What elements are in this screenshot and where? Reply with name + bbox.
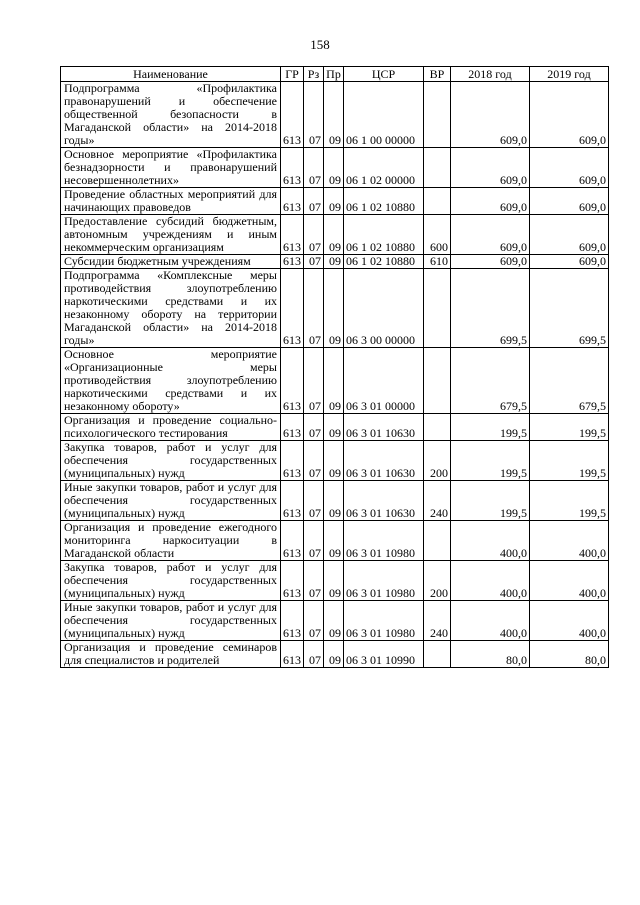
- table-row: [61, 188, 609, 215]
- cell-name: Организация и проведение семинаров для специалистов и родителей: [61, 641, 281, 668]
- table-header-row: [61, 67, 609, 82]
- cell-2019: 609,0: [530, 188, 609, 215]
- cell-name: Подпрограмма «Профилактика правонарушений и обеспечение общественной безопасности в Магаданской области» на 2014-2018 годы»: [61, 82, 281, 148]
- cell-csr: 06 3 00 00000: [344, 269, 424, 348]
- cell-csr: 06 3 01 10630: [344, 441, 424, 481]
- cell-name: Организация и проведение социально-психологического тестирования: [61, 414, 281, 441]
- cell-pr: 09: [324, 215, 344, 255]
- cell-2018: 400,0: [451, 521, 530, 561]
- table-row: [61, 148, 609, 188]
- cell-name: Основное мероприятие «Профилактика безнадзорности и правонарушений несовершеннолетних»: [61, 148, 281, 188]
- cell-rz: 07: [304, 561, 324, 601]
- table-row: [61, 521, 609, 561]
- cell-rz: 07: [304, 641, 324, 668]
- cell-vr: [424, 269, 451, 348]
- cell-pr: 09: [324, 601, 344, 641]
- column-header-2018: 2018 год: [451, 67, 530, 82]
- cell-2019: 199,5: [530, 481, 609, 521]
- cell-pr: 09: [324, 561, 344, 601]
- column-header-gr: ГР: [281, 67, 304, 82]
- cell-gr: 613: [281, 414, 304, 441]
- cell-gr: 613: [281, 641, 304, 668]
- cell-csr: 06 1 02 10880: [344, 188, 424, 215]
- cell-gr: 613: [281, 348, 304, 414]
- budget-table: [60, 66, 609, 668]
- column-header-csr: ЦСР: [344, 67, 424, 82]
- cell-2019: 609,0: [530, 215, 609, 255]
- cell-vr: 240: [424, 481, 451, 521]
- cell-vr: 200: [424, 441, 451, 481]
- table-body: [61, 82, 609, 668]
- cell-name: Проведение областных мероприятий для начинающих правоведов: [61, 188, 281, 215]
- cell-pr: 09: [324, 269, 344, 348]
- cell-rz: 07: [304, 521, 324, 561]
- cell-pr: 09: [324, 481, 344, 521]
- cell-vr: [424, 148, 451, 188]
- cell-2019: 609,0: [530, 255, 609, 269]
- cell-rz: 07: [304, 215, 324, 255]
- column-header-2019: 2019 год: [530, 67, 609, 82]
- cell-csr: 06 3 01 10980: [344, 521, 424, 561]
- page-number: 158: [310, 37, 330, 52]
- cell-2019: 199,5: [530, 441, 609, 481]
- cell-name: Закупка товаров, работ и услуг для обеспечения государственных (муниципальных) нужд: [61, 561, 281, 601]
- cell-2018: 609,0: [451, 148, 530, 188]
- cell-2018: 609,0: [451, 215, 530, 255]
- cell-csr: 06 3 01 10630: [344, 414, 424, 441]
- cell-2018: 699,5: [451, 269, 530, 348]
- table-row: [61, 348, 609, 414]
- column-header-name: Наименование: [61, 67, 281, 82]
- table-row: [61, 561, 609, 601]
- cell-csr: 06 3 01 10990: [344, 641, 424, 668]
- cell-csr: 06 3 01 10630: [344, 481, 424, 521]
- cell-pr: 09: [324, 255, 344, 269]
- cell-2018: 609,0: [451, 82, 530, 148]
- cell-vr: 200: [424, 561, 451, 601]
- cell-csr: 06 3 01 10980: [344, 561, 424, 601]
- cell-rz: 07: [304, 255, 324, 269]
- cell-pr: 09: [324, 414, 344, 441]
- cell-pr: 09: [324, 348, 344, 414]
- cell-csr: 06 1 00 00000: [344, 82, 424, 148]
- cell-rz: 07: [304, 148, 324, 188]
- cell-vr: [424, 414, 451, 441]
- cell-vr: [424, 641, 451, 668]
- cell-rz: 07: [304, 188, 324, 215]
- cell-vr: [424, 348, 451, 414]
- cell-gr: 613: [281, 269, 304, 348]
- cell-2019: 699,5: [530, 269, 609, 348]
- cell-gr: 613: [281, 255, 304, 269]
- cell-name: Основное мероприятие «Организационные меры противодействия злоупотреблению наркотическими средствами и их незаконному обороту»: [61, 348, 281, 414]
- cell-rz: 07: [304, 481, 324, 521]
- cell-csr: 06 1 02 10880: [344, 215, 424, 255]
- cell-csr: 06 3 01 00000: [344, 348, 424, 414]
- cell-2018: 679,5: [451, 348, 530, 414]
- cell-gr: 613: [281, 215, 304, 255]
- cell-vr: 240: [424, 601, 451, 641]
- cell-gr: 613: [281, 521, 304, 561]
- cell-csr: 06 1 02 00000: [344, 148, 424, 188]
- cell-vr: [424, 188, 451, 215]
- cell-2019: 679,5: [530, 348, 609, 414]
- cell-rz: 07: [304, 82, 324, 148]
- cell-gr: 613: [281, 188, 304, 215]
- cell-csr: 06 1 02 10880: [344, 255, 424, 269]
- cell-2019: 80,0: [530, 641, 609, 668]
- table-row: [61, 215, 609, 255]
- cell-2019: 609,0: [530, 148, 609, 188]
- table-row: [61, 601, 609, 641]
- column-header-pr: Пр: [324, 67, 344, 82]
- table-row: [61, 414, 609, 441]
- cell-2018: 609,0: [451, 188, 530, 215]
- cell-pr: 09: [324, 148, 344, 188]
- cell-2018: 199,5: [451, 441, 530, 481]
- cell-2018: 400,0: [451, 561, 530, 601]
- cell-2019: 400,0: [530, 521, 609, 561]
- column-header-rz: Рз: [304, 67, 324, 82]
- cell-csr: 06 3 01 10980: [344, 601, 424, 641]
- cell-2018: 400,0: [451, 601, 530, 641]
- cell-2018: 199,5: [451, 481, 530, 521]
- cell-vr: [424, 521, 451, 561]
- cell-2018: 199,5: [451, 414, 530, 441]
- cell-gr: 613: [281, 481, 304, 521]
- table-row: [61, 441, 609, 481]
- cell-2019: 199,5: [530, 414, 609, 441]
- column-header-vr: ВР: [424, 67, 451, 82]
- cell-pr: 09: [324, 521, 344, 561]
- cell-rz: 07: [304, 269, 324, 348]
- cell-rz: 07: [304, 441, 324, 481]
- cell-vr: 600: [424, 215, 451, 255]
- cell-name: Организация и проведение ежегодного мониторинга наркоситуации в Магаданской области: [61, 521, 281, 561]
- cell-2018: 80,0: [451, 641, 530, 668]
- cell-2019: 400,0: [530, 601, 609, 641]
- cell-pr: 09: [324, 82, 344, 148]
- cell-gr: 613: [281, 82, 304, 148]
- cell-2018: 609,0: [451, 255, 530, 269]
- cell-2019: 400,0: [530, 561, 609, 601]
- cell-vr: 610: [424, 255, 451, 269]
- cell-name: Предоставление субсидий бюджетным, автономным учреждениям и иным некоммерческим организациям: [61, 215, 281, 255]
- cell-gr: 613: [281, 441, 304, 481]
- table-row: [61, 641, 609, 668]
- cell-name: Субсидии бюджетным учреждениям: [61, 255, 281, 269]
- cell-vr: [424, 82, 451, 148]
- cell-pr: 09: [324, 188, 344, 215]
- cell-gr: 613: [281, 561, 304, 601]
- table-row: [61, 255, 609, 269]
- cell-name: Подпрограмма «Комплексные меры противодействия злоупотреблению наркотическими средствами и их незаконному обороту на территории Магаданской области» на 2014-2018 годы»: [61, 269, 281, 348]
- cell-rz: 07: [304, 348, 324, 414]
- cell-name: Иные закупки товаров, работ и услуг для обеспечения государственных (муниципальных) нужд: [61, 481, 281, 521]
- cell-gr: 613: [281, 148, 304, 188]
- cell-rz: 07: [304, 414, 324, 441]
- table-row: [61, 269, 609, 348]
- cell-pr: 09: [324, 641, 344, 668]
- cell-name: Закупка товаров, работ и услуг для обеспечения государственных (муниципальных) нужд: [61, 441, 281, 481]
- cell-rz: 07: [304, 601, 324, 641]
- table-row: [61, 481, 609, 521]
- cell-pr: 09: [324, 441, 344, 481]
- cell-gr: 613: [281, 601, 304, 641]
- table-row: [61, 82, 609, 148]
- cell-name: Иные закупки товаров, работ и услуг для обеспечения государственных (муниципальных) нужд: [61, 601, 281, 641]
- cell-2019: 609,0: [530, 82, 609, 148]
